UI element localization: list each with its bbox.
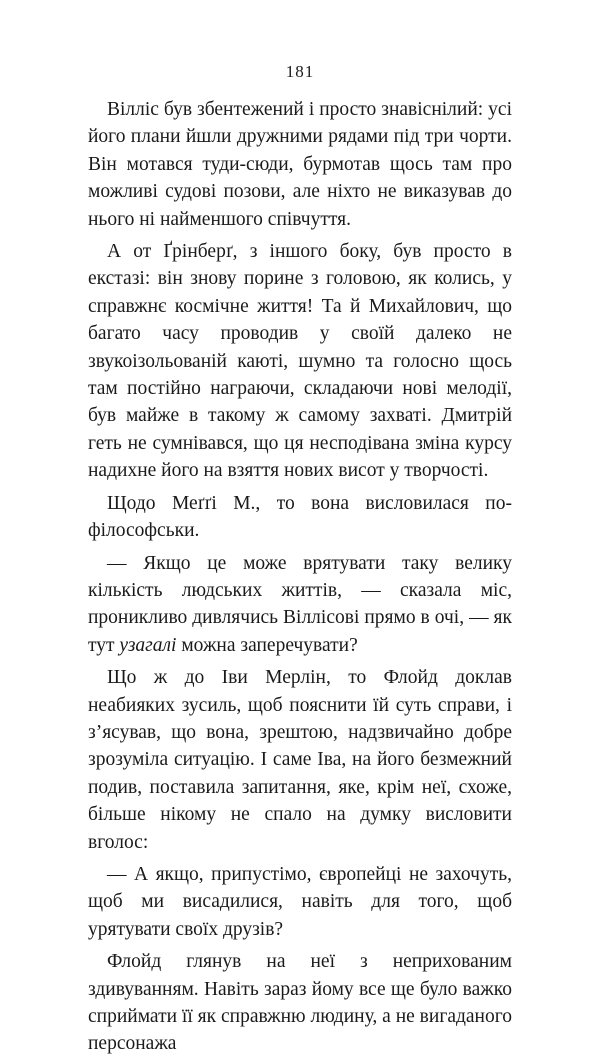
italic-emphasis: узагалі — [119, 634, 177, 656]
paragraph-text: — А якщо, припустімо, європейці не захочуть, щоб ми висадилися, навіть для того, щоб урятувати своїх друзів? — [88, 863, 512, 940]
paragraph-text: Флойд глянув на неї з неприхованим здивуванням. Навіть зараз йому все ще було важко сприймати її як справжню людину, а не вигаданого персонажа — [88, 951, 512, 1055]
dialogue-paragraph — [88, 861, 512, 943]
body-text — [88, 96, 512, 1058]
paragraph — [88, 664, 512, 856]
paragraph-text: можна заперечувати? — [176, 634, 358, 656]
paragraph-text: Щодо Меґґі М., то вона висловилася по-філософськи. — [88, 492, 512, 542]
paragraph-text: Що ж до Іви Мерлін, то Флойд доклав неабияких зусиль, щоб пояснити їй суть справи, і з’ясував, що вона, зрештою, надзвичайно добре зрозуміла ситуацію. І саме Іва, на його безмежний подив, поставила запитання, яке, крім неї, схоже, більше нікому не спало на думку висловити вголос: — [88, 667, 512, 853]
paragraph-text: А от Ґрінберґ, з іншого боку, був просто в екстазі: він знову порине з головою, як колись, у справжнє космічне життя! Та й Михайлович, що багато часу проводив у своїй далеко не звукоізольованій каюті, шумно та голосно щось там постійно награючи, складаючи нові мелодії, був майже в такому ж самому захваті. Дмитрій геть не сумнівався, що ця несподівана зміна курсу надихне його на взяття нових висот у творчості. — [88, 241, 512, 482]
page-number: 181 — [285, 62, 315, 81]
paragraph-text: Вілліс був збентежений і просто знавіснілий: усі його плани йшли дружними рядами під три чорти. Він мотався туди-сюди, бурмотав щось там про можливі судові позови, але ніхто не виказував до нього ні найменшого співчуття. — [88, 99, 512, 230]
dialogue-paragraph — [88, 550, 512, 660]
paragraph — [88, 238, 512, 485]
paragraph — [88, 96, 512, 233]
paragraph — [88, 948, 512, 1058]
paragraph — [88, 490, 512, 545]
paragraph-text: — Якщо це може врятувати таку велику кількість людських життів, — сказала міс, проникливо дивлячись Віллісові прямо в очі, — як тут — [88, 552, 512, 656]
